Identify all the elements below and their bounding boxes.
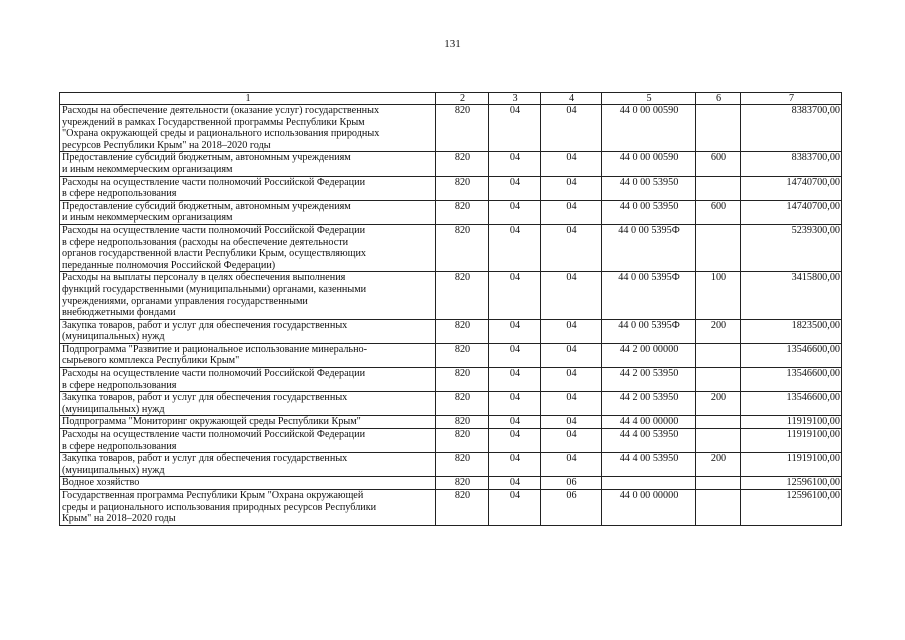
expense-name-cell [60,224,436,271]
target-article-cell: 44 2 00 53950 [602,392,696,416]
target-article-cell: 44 0 00 5395Ф [602,319,696,343]
section-code-cell: 04 [489,429,541,453]
expense-name-line: Расходы на осуществление части полномочий Российской Федерации [62,224,366,236]
section-code-cell: 04 [489,416,541,429]
target-article-cell: 44 0 00 53950 [602,176,696,200]
target-article-cell: 44 4 00 00000 [602,416,696,429]
ministry-code-cell: 820 [436,272,489,319]
expense-name-line: Расходы на осуществление части полномочий Российской Федерации [62,176,366,188]
column-header-1: 1 [60,93,436,105]
expense-name-line: внебюджетными фондами [62,307,176,319]
section-code-cell: 04 [489,200,541,224]
expense-type-cell [696,490,741,526]
table-row [60,477,842,490]
subsection-code-cell: 04 [541,368,602,392]
table-row [60,429,842,453]
expense-name-cell [60,105,436,152]
expense-name-line: в сфере недропользования (расходы на обеспечение деятельности [62,236,349,248]
table-body [60,105,842,526]
expense-name-line: переданные полномочия Российской Федерации) [62,259,276,271]
expense-name-line: в сфере недропользования [62,440,177,452]
expense-name-cell [60,368,436,392]
ministry-code-cell: 820 [436,416,489,429]
expense-type-cell: 200 [696,392,741,416]
expense-name-cell [60,343,436,367]
subsection-code-cell: 04 [541,176,602,200]
ministry-code-cell: 820 [436,453,489,477]
table-row [60,490,842,526]
target-article-cell: 44 4 00 53950 [602,453,696,477]
column-header-7: 7 [741,93,842,105]
expense-name-line: (муниципальных) нужд [62,331,165,343]
ministry-code-cell: 820 [436,343,489,367]
amount-cell: 11919100,00 [741,453,842,477]
ministry-code-cell: 820 [436,152,489,176]
ministry-code-cell: 820 [436,429,489,453]
ministry-code-cell: 820 [436,105,489,152]
expense-name-cell [60,453,436,477]
subsection-code-cell: 06 [541,477,602,490]
table-row [60,224,842,271]
expense-name-line: функций государственными (муниципальными) органами, казенными [62,283,367,295]
amount-cell: 3415800,00 [741,272,842,319]
target-article-cell: 44 0 00 53950 [602,200,696,224]
expense-name-cell [60,416,436,429]
section-code-cell: 04 [489,105,541,152]
table-row [60,272,842,319]
expense-name-line: "Охрана окружающей среды и рационального использования природных [62,128,380,140]
expense-name-line: Расходы на осуществление части полномочий Российской Федерации [62,429,366,441]
amount-cell: 11919100,00 [741,416,842,429]
expense-name-line: Государственная программа Республики Крым "Охрана окружающей [62,490,364,501]
subsection-code-cell: 04 [541,152,602,176]
expense-name-line: в сфере недропользования [62,188,177,200]
expense-name-line: среды и рационального использования природных ресурсов Республики [62,501,377,513]
expense-type-cell: 200 [696,319,741,343]
expense-type-cell: 600 [696,152,741,176]
budget-table [59,92,842,526]
column-header-6: 6 [696,93,741,105]
amount-cell: 14740700,00 [741,200,842,224]
expense-name-line: Закупка товаров, работ и услуг для обеспечения государственных [62,392,348,404]
table-row [60,176,842,200]
expense-name-line: ресурсов Республики Крым" на 2018–2020 годы [62,139,271,151]
subsection-code-cell: 04 [541,429,602,453]
expense-name-cell [60,477,436,490]
section-code-cell: 04 [489,319,541,343]
expense-name-line: в сфере недропользования [62,379,177,391]
ministry-code-cell: 820 [436,477,489,490]
target-article-cell [602,477,696,490]
section-code-cell: 04 [489,392,541,416]
table-row [60,105,842,152]
expense-type-cell [696,429,741,453]
subsection-code-cell: 04 [541,200,602,224]
ministry-code-cell: 820 [436,368,489,392]
expense-name-cell [60,319,436,343]
amount-cell: 1823500,00 [741,319,842,343]
expense-name-line: Закупка товаров, работ и услуг для обеспечения государственных [62,453,348,465]
expense-name-cell [60,272,436,319]
expense-name-line: Подпрограмма "Мониторинг окружающей среды Республики Крым" [62,416,361,428]
expense-name-cell [60,176,436,200]
target-article-cell: 44 0 00 00590 [602,105,696,152]
target-article-cell: 44 4 00 53950 [602,429,696,453]
expense-name-cell [60,200,436,224]
section-code-cell: 04 [489,224,541,271]
expense-type-cell [696,368,741,392]
expense-type-cell: 200 [696,453,741,477]
subsection-code-cell: 04 [541,319,602,343]
column-header-5: 5 [602,93,696,105]
expense-type-cell [696,343,741,367]
section-code-cell: 04 [489,176,541,200]
amount-cell: 5239300,00 [741,224,842,271]
expense-name-cell [60,429,436,453]
column-header-3: 3 [489,93,541,105]
target-article-cell: 44 2 00 53950 [602,368,696,392]
expense-name-line: Расходы на обеспечение деятельности (оказание услуг) государственных [62,105,380,116]
subsection-code-cell: 06 [541,490,602,526]
header-row [60,93,842,105]
amount-cell: 14740700,00 [741,176,842,200]
amount-cell: 12596100,00 [741,490,842,526]
expense-name-line: Водное хозяйство [62,477,140,489]
target-article-cell: 44 0 00 00590 [602,152,696,176]
table-row [60,343,842,367]
table-row [60,453,842,477]
table-row [60,392,842,416]
expense-name-line: и иным некоммерческим организациям [62,163,233,175]
table-row [60,200,842,224]
expense-name-line: Закупка товаров, работ и услуг для обеспечения государственных [62,319,348,331]
subsection-code-cell: 04 [541,453,602,477]
expense-name-line: Подпрограмма "Развитие и рациональное использование минерально- [62,343,368,355]
expense-name-line: учреждений в рамках Государственной программы Республики Крым [62,116,365,128]
expense-name-line: (муниципальных) нужд [62,464,165,476]
amount-cell: 11919100,00 [741,429,842,453]
expense-type-cell [696,224,741,271]
section-code-cell: 04 [489,368,541,392]
subsection-code-cell: 04 [541,392,602,416]
expense-name-cell [60,490,436,526]
ministry-code-cell: 820 [436,176,489,200]
table-row [60,152,842,176]
expense-type-cell [696,416,741,429]
expense-name-line: Расходы на выплаты персоналу в целях обеспечения выполнения [62,272,346,284]
ministry-code-cell: 820 [436,490,489,526]
section-code-cell: 04 [489,490,541,526]
expense-name-line: учреждениями, органами управления государственными [62,295,308,307]
amount-cell: 13546600,00 [741,343,842,367]
subsection-code-cell: 04 [541,224,602,271]
expense-name-line: сырьевого комплекса Республики Крым" [62,355,240,367]
page-number: 131 [444,38,461,50]
section-code-cell: 04 [489,152,541,176]
expense-name-line: Крым" на 2018–2020 годы [62,513,176,525]
expense-type-cell: 600 [696,200,741,224]
expense-type-cell [696,105,741,152]
amount-cell: 12596100,00 [741,477,842,490]
ministry-code-cell: 820 [436,224,489,271]
amount-cell: 13546600,00 [741,368,842,392]
table-row [60,319,842,343]
subsection-code-cell: 04 [541,416,602,429]
expense-type-cell [696,477,741,490]
target-article-cell: 44 0 00 00000 [602,490,696,526]
expense-name-line: и иным некоммерческим организациям [62,212,233,224]
expense-type-cell: 100 [696,272,741,319]
amount-cell: 8383700,00 [741,152,842,176]
expense-name-line: (муниципальных) нужд [62,403,165,415]
subsection-code-cell: 04 [541,105,602,152]
section-code-cell: 04 [489,272,541,319]
ministry-code-cell: 820 [436,392,489,416]
column-header-4: 4 [541,93,602,105]
table-row [60,368,842,392]
expense-name-line: органов государственной власти Республики Крым, осуществляющих [62,248,366,260]
amount-cell: 13546600,00 [741,392,842,416]
column-header-2: 2 [436,93,489,105]
section-code-cell: 04 [489,343,541,367]
expense-name-line: Предоставление субсидий бюджетным, автономным учреждениям [62,152,351,164]
section-code-cell: 04 [489,477,541,490]
expense-name-line: Предоставление субсидий бюджетным, автономным учреждениям [62,200,351,212]
expense-name-line: Расходы на осуществление части полномочий Российской Федерации [62,368,366,380]
expense-name-cell [60,392,436,416]
target-article-cell: 44 0 00 5395Ф [602,224,696,271]
ministry-code-cell: 820 [436,319,489,343]
target-article-cell: 44 2 00 00000 [602,343,696,367]
subsection-code-cell: 04 [541,343,602,367]
ministry-code-cell: 820 [436,200,489,224]
expense-type-cell [696,176,741,200]
table-row [60,416,842,429]
target-article-cell: 44 0 00 5395Ф [602,272,696,319]
expense-name-cell [60,152,436,176]
amount-cell: 8383700,00 [741,105,842,152]
section-code-cell: 04 [489,453,541,477]
subsection-code-cell: 04 [541,272,602,319]
